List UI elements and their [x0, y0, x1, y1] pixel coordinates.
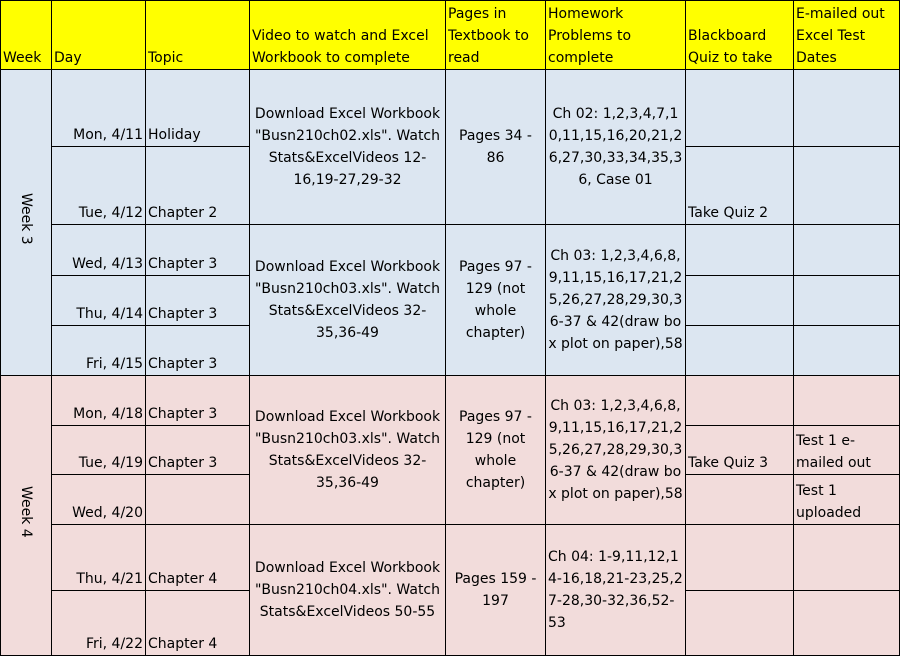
- quiz-cell: [686, 475, 794, 525]
- homework-cell: Ch 03: 1,2,3,4,6,8,9,11,15,16,17,21,25,26,27,28,29,30,36-37 & 42(draw box plot on paper),58: [546, 225, 686, 376]
- day-cell: Wed, 4/13: [52, 225, 146, 276]
- week-4-label: Week 4: [18, 486, 34, 538]
- topic-cell: Holiday: [146, 70, 250, 147]
- day-cell: Tue, 4/12: [52, 147, 146, 225]
- test-cell: [794, 276, 900, 326]
- quiz-cell: [686, 225, 794, 276]
- quiz-cell: Take Quiz 2: [686, 147, 794, 225]
- table-row: [1, 376, 900, 426]
- header-quiz: Blackboard Quiz to take: [686, 1, 794, 70]
- table-row: [1, 70, 900, 147]
- test-cell: [794, 225, 900, 276]
- quiz-cell: [686, 591, 794, 656]
- day-cell: Fri, 4/22: [52, 591, 146, 656]
- topic-cell: Chapter 3: [146, 225, 250, 276]
- test-cell: [794, 70, 900, 147]
- day-cell: Mon, 4/11: [52, 70, 146, 147]
- test-cell: Test 1 uploaded: [794, 475, 900, 525]
- test-cell: [794, 147, 900, 225]
- homework-cell: Ch 03: 1,2,3,4,6,8,9,11,15,16,17,21,25,26,27,28,29,30,36-37 & 42(draw box plot on paper),58: [546, 376, 686, 525]
- topic-cell: Chapter 3: [146, 326, 250, 376]
- header-video: Video to watch and Excel Workbook to complete: [250, 1, 446, 70]
- topic-cell: Chapter 2: [146, 147, 250, 225]
- quiz-cell: [686, 326, 794, 376]
- quiz-cell: [686, 376, 794, 426]
- topic-cell: Chapter 3: [146, 276, 250, 326]
- pages-cell: Pages 97 - 129 (not whole chapter): [446, 376, 546, 525]
- day-cell: Thu, 4/14: [52, 276, 146, 326]
- test-cell: [794, 376, 900, 426]
- header-week: Week: [1, 1, 52, 70]
- topic-cell: Chapter 4: [146, 525, 250, 591]
- topic-cell: Chapter 4: [146, 591, 250, 656]
- topic-cell: Chapter 3: [146, 426, 250, 475]
- homework-cell: Ch 04: 1-9,11,12,14-16,18,21-23,25,27-28,30-32,36,52-53: [546, 525, 686, 656]
- topic-cell: [146, 475, 250, 525]
- header-topic: Topic: [146, 1, 250, 70]
- test-cell: [794, 525, 900, 591]
- day-cell: Mon, 4/18: [52, 376, 146, 426]
- pages-cell: Pages 159 - 197: [446, 525, 546, 656]
- video-cell: Download Excel Workbook "Busn210ch02.xls". Watch Stats&ExcelVideos 12-16,19-27,29-32: [250, 70, 446, 225]
- header-pages: Pages in Textbook to read: [446, 1, 546, 70]
- quiz-cell: [686, 276, 794, 326]
- test-cell: [794, 591, 900, 656]
- day-cell: Thu, 4/21: [52, 525, 146, 591]
- video-cell: Download Excel Workbook "Busn210ch04.xls". Watch Stats&ExcelVideos 50-55: [250, 525, 446, 656]
- video-cell: Download Excel Workbook "Busn210ch03.xls". Watch Stats&ExcelVideos 32-35,36-49: [250, 376, 446, 525]
- quiz-cell: Take Quiz 3: [686, 426, 794, 475]
- quiz-cell: [686, 70, 794, 147]
- pages-cell: Pages 34 - 86: [446, 70, 546, 225]
- homework-cell: Ch 02: 1,2,3,4,7,10,11,15,16,20,21,26,27,30,33,34,35,36, Case 01: [546, 70, 686, 225]
- topic-cell: Chapter 3: [146, 376, 250, 426]
- pages-cell: Pages 97 - 129 (not whole chapter): [446, 225, 546, 376]
- week-3-label: Week 3: [18, 193, 34, 245]
- day-cell: Fri, 4/15: [52, 326, 146, 376]
- day-cell: Wed, 4/20: [52, 475, 146, 525]
- test-cell: [794, 326, 900, 376]
- table-row: [1, 225, 900, 276]
- header-row: [1, 1, 900, 70]
- header-day: Day: [52, 1, 146, 70]
- test-cell: Test 1 e-mailed out: [794, 426, 900, 475]
- video-cell: Download Excel Workbook "Busn210ch03.xls". Watch Stats&ExcelVideos 32-35,36-49: [250, 225, 446, 376]
- table-row: [1, 525, 900, 591]
- quiz-cell: [686, 525, 794, 591]
- week-label-cell: [1, 70, 52, 376]
- week-label-cell: [1, 376, 52, 656]
- header-homework: Homework Problems to complete: [546, 1, 686, 70]
- header-test-dates: E-mailed out Excel Test Dates: [794, 1, 900, 70]
- day-cell: Tue, 4/19: [52, 426, 146, 475]
